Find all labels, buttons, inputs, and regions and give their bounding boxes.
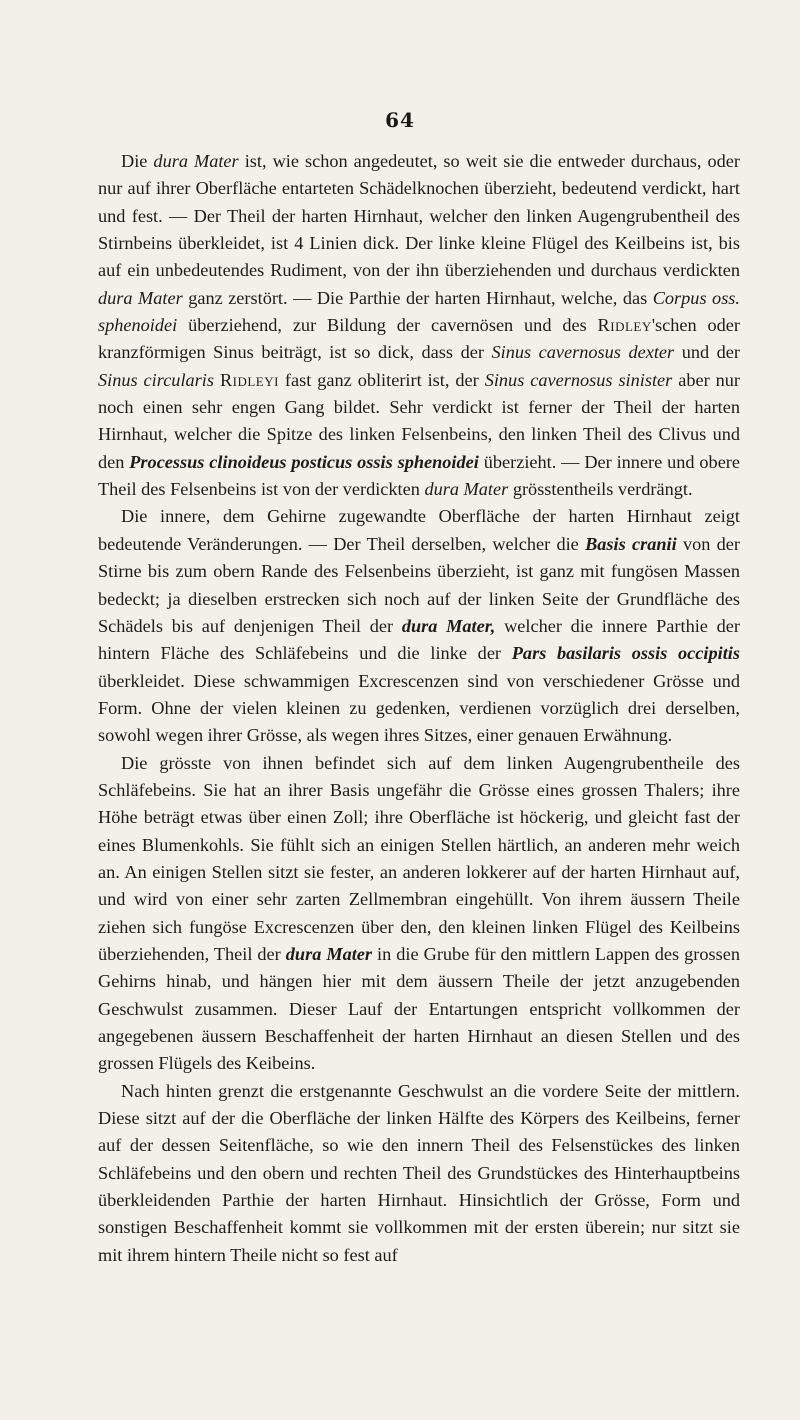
- latin-term: Basis cranii: [585, 533, 677, 554]
- text-run: 'schen oder kranzförmigen Sinus beiträgt, ist so dick, dass der: [98, 315, 740, 363]
- text-run: ganz zerstört. — Die Parthie der harten Hirnhaut, welche, das: [182, 287, 653, 308]
- text-run: überzieht. — Der innere und obere Theil des Felsenbeins ist von der verdickten: [98, 451, 741, 500]
- author-name: Ridley: [597, 315, 652, 336]
- latin-term: Pars basilaris ossis occipitis: [511, 643, 740, 664]
- latin-term: dura Mater: [153, 151, 239, 171]
- latin-term: Corpus oss. sphenoidei: [98, 287, 740, 336]
- latin-term: dura Mater: [424, 479, 509, 500]
- latin-term: Sinus circularis: [98, 369, 214, 390]
- text-run: fast ganz obliterirt ist, der: [278, 369, 485, 390]
- text-run: überziehend, zur Bildung der cavernösen und des: [177, 315, 598, 336]
- latin-term: dura Mater,: [401, 615, 496, 636]
- text-run: aber nur noch einen sehr engen Gang bildet. Sehr verdickt ist ferner der Theil der harten Hirnhaut, welcher die Spitze des linken Felsenbeins, den linken Theil des Clivus und den: [98, 369, 740, 472]
- paragraph-1: [98, 148, 740, 503]
- text-run: Die innere, dem Gehirne zugewandte Oberfläche der harten Hirnhaut zeigt bedeutende Veränderungen. — Der Theil derselben, welcher die: [98, 506, 740, 554]
- text-run: in die Grube für den mittlern Lappen des grossen Gehirns hinab, und hängen hier mit dem äussern Theile der jetzt anzugebenden Geschwulst zusammen. Dieser Lauf der Entartungen entspricht vollkommen der angegebenen äussern Beschaffenheit der harten Hirnhaut an diesen Stellen und des grossen Flügels des Keibeins.: [98, 943, 740, 1074]
- latin-term: Sinus cavernosus sinister: [484, 369, 673, 390]
- latin-term: Processus clinoideus posticus ossis sphenoidei: [129, 451, 479, 472]
- text-run: Nach hinten grenzt die erstgenannte Geschwulst an die vordere Seite der mittlern. Diese sitzt auf der die Oberfläche der linken Hälfte des Körpers des Keilbeins, ferner auf der dessen Seitenfläche, so wie den innern Theil des Felsenstückes des linken Schläfebeins und den obern und rechten Theil des Grundstückes des Hinterhauptbeins überkleidenden Parthie der harten Hirnhaut. Hinsichtlich der Grösse, Form und sonstigen Beschaffenheit kommt sie vollkommen mit der ersten überein; nur sitzt sie mit ihrem hintern Theile nicht so fest auf: [98, 1080, 740, 1265]
- text-run: welcher die innere Parthie der hintern Fläche des Schläfebeins und die linke der: [98, 615, 740, 664]
- paragraph-2: [98, 503, 740, 749]
- text-run: ist, wie schon angedeutet, so weit sie die entweder durchaus, oder nur auf ihrer Oberfläche entarteten Schädelknochen überzieht, bedeutend verdickt, hart und fest. — Der Theil der harten Hirnhaut, welcher den linken Augengrubentheil des Stirnbeins überkleidet, ist 4 Linien dick. Der linke kleine Flügel des Keilbeins ist, bis auf ein unbedeutendes Rudiment, von der ihn überziehenden und durchaus verdickten: [98, 151, 740, 281]
- page-number: 64: [385, 108, 415, 132]
- text-run: und der: [674, 342, 741, 363]
- text-run: Die grösste von ihnen befindet sich auf dem linken Augengrubentheile des Schläfebeins. Sie hat an ihrer Basis ungefähr die Grösse eines grossen Thalers; ihre Höhe beträgt etwas über einen Zoll; ihre Oberfläche ist höckerig, und gleicht fast der eines Blumenkohls. Sie fühlt sich an einigen Stellen härtlich, an anderen mehr weich an. An einigen Stellen sitzt sie fester, an anderen lokkerer auf der harten Hirnhaut auf, und wird von einer sehr zarten Zellmembran eingehüllt. Von ihrem äussern Theile ziehen sich fungöse Excrescenzen über den, den kleinen linken Flügel des Keilbeins überziehenden, Theil der: [98, 752, 740, 964]
- paragraph-4: [98, 1078, 740, 1269]
- latin-term: dura Mater: [285, 943, 373, 964]
- latin-term: Sinus cavernosus dexter: [491, 342, 675, 363]
- body-text: [98, 148, 740, 1269]
- paragraph-3: [98, 750, 740, 1078]
- latin-term: dura Mater: [98, 287, 183, 308]
- author-name: Ridleyi: [219, 369, 279, 390]
- text-run: Die: [121, 151, 154, 171]
- text-run: grösstentheils verdrängt.: [508, 479, 693, 500]
- text-run: von der Stirne bis zum obern Rande des Felsenbeins überzieht, ist ganz mit fungösen Massen bedeckt; ja dieselben erstrecken sich noch auf der linken Seite der Grundfläche des Schädels bis auf denjenigen Theil der: [98, 533, 740, 636]
- text-run: überkleidet. Diese schwammigen Excrescenzen sind von verschiedener Grösse und Form. Ohne der vielen kleinen zu gedenken, verdienen vorzüglich drei derselben, sowohl wegen ihrer Grösse, als wegen ihres Sitzes, einer genauen Erwähnung.: [98, 670, 740, 746]
